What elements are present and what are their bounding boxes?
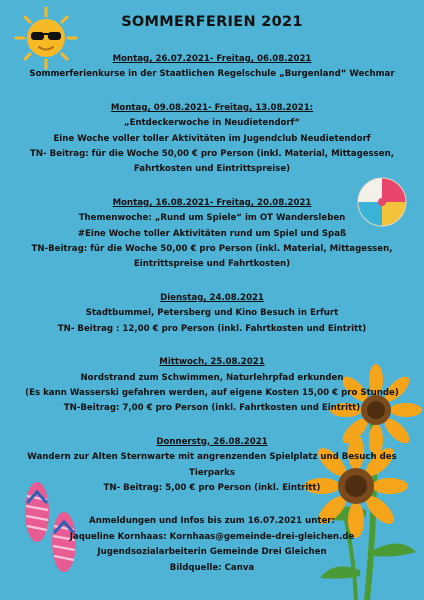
schedule-entry <box>20 355 404 417</box>
schedule-entry <box>20 435 404 497</box>
entry-date: Dienstag, 24.08.2021 <box>160 292 264 303</box>
schedule-entry <box>20 291 404 337</box>
entry-line: Nordstrand zum Schwimmen, Naturlehrpfad erkunden <box>80 372 344 383</box>
entry-date: Mittwoch, 25.08.2021 <box>159 357 265 368</box>
entry-line: TN-Beitrag: für die Woche 50,00 € pro Person (inkl. Material, Mittagessen, <box>31 244 393 255</box>
schedule-entry <box>20 101 404 178</box>
contact-email[interactable]: Jaqueline Kornhaas: Kornhaas@gemeinde-drei-gleichen.de <box>69 531 355 542</box>
entry-date: Montag, 16.08.2021- Freitag, 20.08.2021 <box>112 197 312 208</box>
entry-line: TN- Beitrag: für die Woche 50,00 € pro Person (inkl. Material, Mittagessen, <box>29 149 395 160</box>
schedule <box>20 52 404 576</box>
entry-line: TN- Beitrag: 5,00 € pro Person (inkl. Eintritt) <box>103 482 321 493</box>
entry-line: TN- Beitrag : 12,00 € pro Person (inkl. Fahrtkosten und Eintritt) <box>57 323 367 334</box>
schedule-entry <box>20 52 404 83</box>
entry-date: Donnerstg, 26.08.2021 <box>156 436 268 447</box>
entry-date: Montag, 26.07.2021- Freitag, 06.08.2021 <box>112 54 312 64</box>
entry-line: Stadtbummel, Petersberg und Kino Besuch in Erfurt <box>85 308 339 319</box>
entry-line: #Eine Woche toller Aktivitäten rund um Spiel und Spaß <box>77 228 347 239</box>
entry-line: Wandern zur Alten Sternwarte mit angrenzenden Spielplatz und Besuch des <box>27 452 397 463</box>
page-title: SOMMERFERIEN 2021 <box>121 14 303 30</box>
entry-line: „Entdeckerwoche in Neudietendorf“ <box>123 118 301 129</box>
entry-line: Themenwoche: „Rund um Spiele“ im OT Wandersleben <box>78 213 346 224</box>
entry-line: (Es kann Wasserski gefahren werden, auf eigene Kosten 15,00 € pro Stunde) <box>25 387 399 398</box>
entry-line: Tierparks <box>189 467 235 478</box>
entry-line: Eintrittspreise und Fahrtkosten) <box>133 259 291 270</box>
schedule-entry <box>20 196 404 273</box>
entry-line: Sommerferienkurse in der Staatlichen Regelschule „Burgenland“ Wechmar <box>29 69 395 80</box>
contact-info <box>20 514 404 576</box>
entry-date: Montag, 09.08.2021- Freitag, 13.08.2021: <box>110 102 314 113</box>
registration-deadline: Anmeldungen und Infos bis zum 16.07.2021 unter: <box>89 516 335 527</box>
image-credit: Bildquelle: Canva <box>169 562 255 573</box>
entry-line: Eine Woche voller toller Aktivitäten im Jugendclub Neudietendorf <box>53 133 371 144</box>
entry-line: Fahrtkosten und Eintrittspreise) <box>133 164 291 175</box>
entry-line: TN-Beitrag: 7,00 € pro Person (inkl. Fahrtkosten und Eintritt) <box>63 403 361 414</box>
contact-role: Jugendsozialarbeiterin Gemeinde Drei Gleichen <box>97 547 327 558</box>
